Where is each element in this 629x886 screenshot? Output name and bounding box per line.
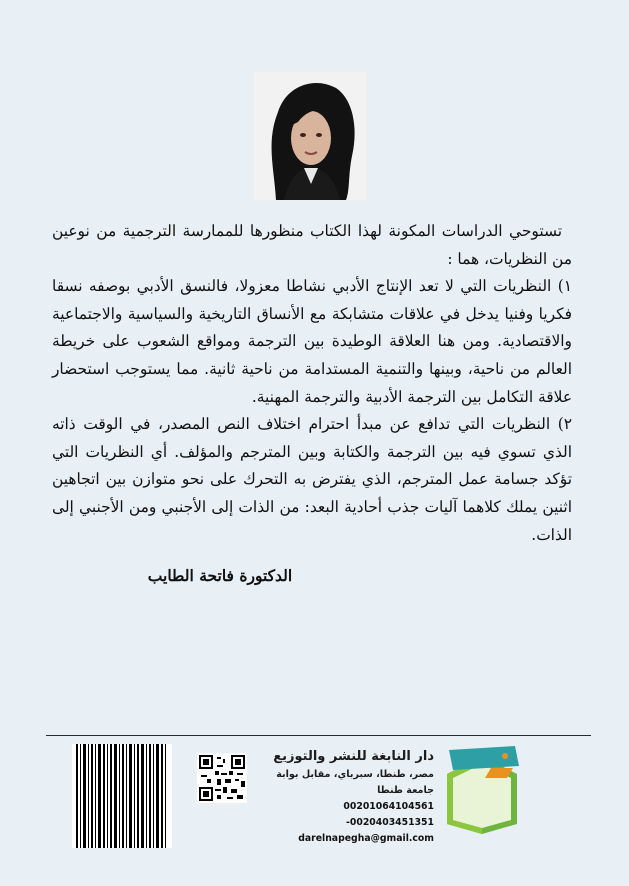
book-logo-icon [441, 744, 523, 836]
author-portrait [254, 72, 366, 200]
barcode-image [72, 744, 172, 848]
theory-point-1: ١) النظريات التي لا تعد الإنتاج الأدبي نشاطا معزولا، فالنسق الأدبي بوصفه نسقا فكريا وفنيا يدخل في علاقات متشابكة مع الأنساق التاريخية والسياسية والاجتماعية والاقتصادية. ومن هنا العلاقة الوطيدة بين الترجمة ومواقع الشعوب على خريطة العالم من ناحية، وبينها والتنمية المستدامة من ناحية ثانية. مما يستوجب استحضار علاقة التكامل بين الترجمة الأدبية والترجمة المهنية. [52, 277, 572, 406]
back-cover-text [52, 218, 572, 549]
publisher-info [262, 747, 434, 847]
author-signature: الدكتورة فاتحة الطايب [147, 566, 293, 585]
publisher-address: مصر، طنطا، سبرباي، مقابل بوابة جامعة طنطا [276, 769, 434, 796]
publisher-logo [441, 744, 523, 836]
barcode [72, 744, 172, 848]
publisher-website: darelnapegha@gmail.com [298, 833, 434, 844]
qr-code [197, 753, 247, 803]
publisher-phones: 00201064104561 -0020403451351 [343, 801, 434, 828]
intro-paragraph: تستوحي الدراسات المكونة لهذا الكتاب منظورها للممارسة الترجمية من نوعين من النظريات، هما : [52, 222, 572, 268]
bottom-divider [46, 735, 591, 736]
publisher-name: دار النابغة للنشر والتوزيع [273, 749, 434, 764]
theory-point-2: ٢) النظريات التي تدافع عن مبدأ احترام اختلاف النص المصدر، في الوقت ذاته الذي تسوي فيه بين الترجمة والكتابة وبين المترجم والمؤلف. أي النظريات التي تؤكد جسامة عمل المترجم، الذي يفترض به التحرك على نحو متوازن بين اتجاهين اثنين يملك كلاهما آليات جذب أحادية البعد: من الذات إلى الأجنبي ومن الأجنبي إلى الذات. [52, 415, 572, 544]
author-photo-image [254, 72, 366, 200]
qr-code-image [197, 753, 247, 803]
